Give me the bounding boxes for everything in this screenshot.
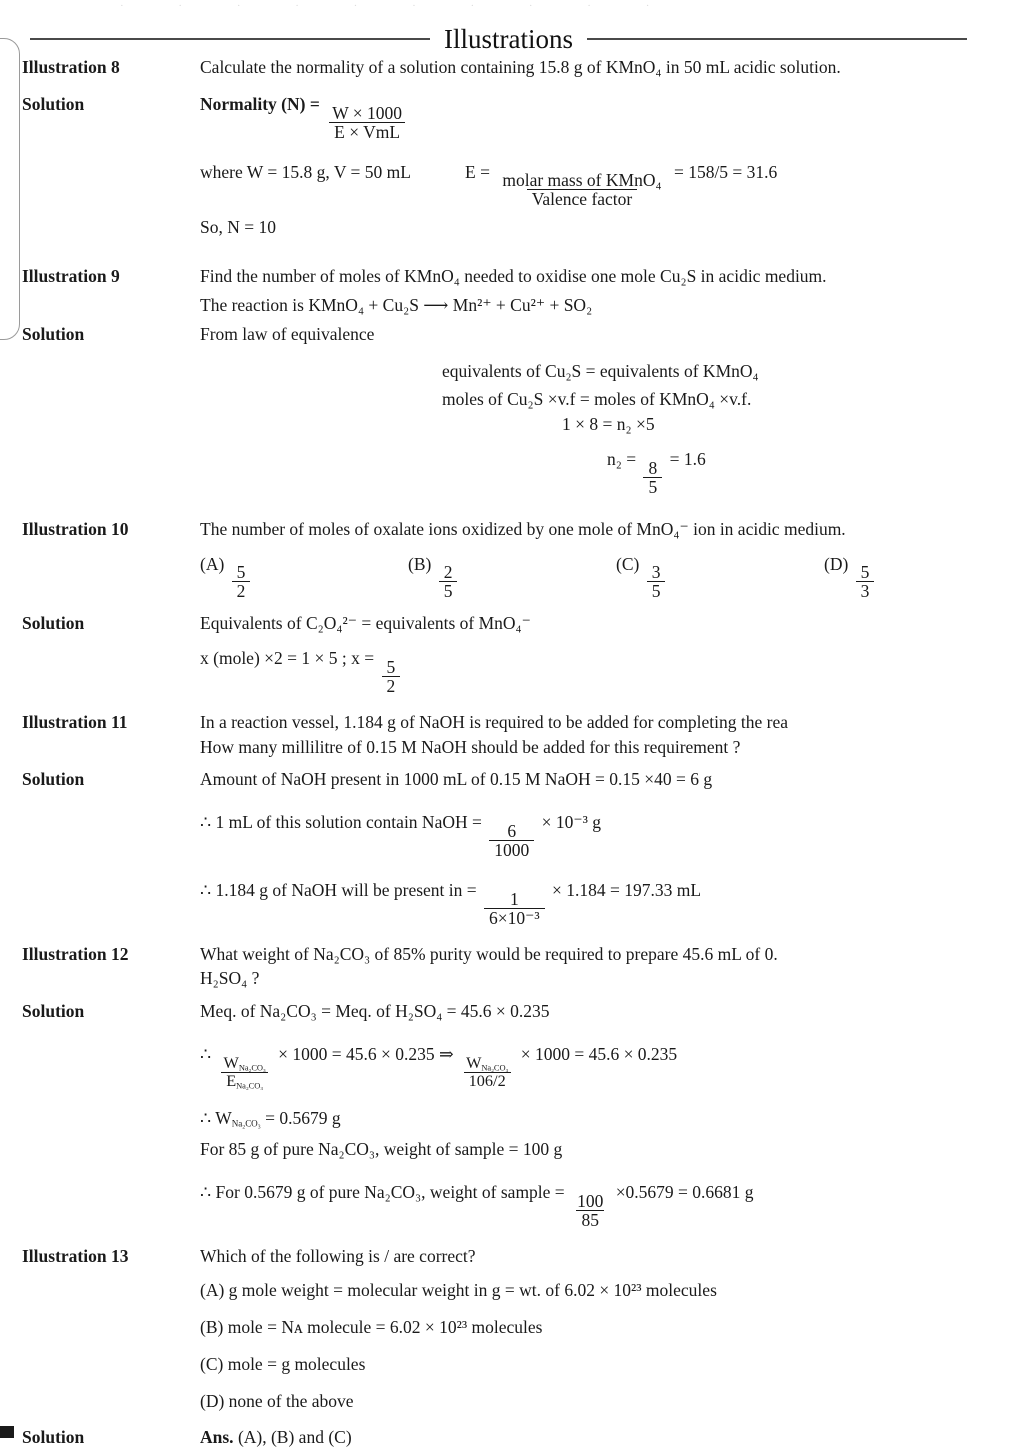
eq12-tail: × 1000 = 45.6 × 0.235 bbox=[520, 1043, 678, 1064]
option-b-denominator: 5 bbox=[439, 581, 458, 600]
illustration-11-question-row bbox=[22, 711, 1024, 734]
normality-numerator: W × 1000 bbox=[332, 102, 403, 123]
one-ml-lhs: ∴ 1 mL of this solution contain NaOH = bbox=[200, 812, 482, 833]
illustration-12-label: Illustration 12 bbox=[22, 943, 129, 964]
option-c-denominator: 5 bbox=[647, 581, 666, 600]
mcq-options bbox=[200, 553, 1024, 601]
illustration-9-equation-3: 1 × 8 = n₂ ×5 bbox=[562, 414, 655, 435]
option-a-tag: (A) bbox=[200, 553, 225, 574]
illustration-9-question-row bbox=[22, 265, 1024, 288]
header-rule-right bbox=[587, 38, 967, 40]
illustration-13-option-a-row bbox=[22, 1279, 1024, 1302]
E-symbol: E bbox=[226, 1072, 237, 1091]
sample-weight-lhs: ∴ For 0.5679 g of pure Na₂CO₃, weight of sample = bbox=[200, 1181, 565, 1202]
option-d-fraction bbox=[856, 563, 875, 600]
W2-subscript: Na₂CO₃ bbox=[481, 1062, 509, 1073]
illustration-12-solution-line3 bbox=[200, 1107, 1024, 1131]
illustration-10-question: The number of moles of oxalate ions oxidized by one mole of MnO₄⁻ ion in acidic medium. bbox=[200, 518, 846, 539]
illustration-13-question-row bbox=[22, 1245, 1024, 1268]
illustration-12-solution-row5 bbox=[22, 1181, 1024, 1229]
W-symbol: W bbox=[223, 1054, 239, 1073]
W-over-E-fraction bbox=[219, 1055, 271, 1091]
one-over-6e-3-fraction bbox=[484, 890, 545, 927]
option-c[interactable] bbox=[616, 553, 824, 601]
option-a[interactable] bbox=[200, 553, 408, 601]
illustration-10-solution-line1: Equivalents of C₂O₄²⁻ = equivalents of MnO₄⁻ bbox=[200, 613, 531, 634]
illustration-13-solution-label: Solution bbox=[22, 1427, 85, 1448]
W-subscript: Na₂CO₃ bbox=[238, 1062, 266, 1073]
eq12-middle: × 1000 = 45.6 × 0.235 ⇒ bbox=[278, 1043, 454, 1064]
illustration-9-solution-label: Solution bbox=[22, 323, 85, 344]
six-over-1000-numerator: 6 bbox=[507, 820, 517, 841]
illustration-13-option-b-row bbox=[22, 1316, 1024, 1339]
one-over-6e-3-denominator: 6×10⁻³ bbox=[484, 908, 545, 927]
option-b-numerator: 2 bbox=[443, 562, 453, 583]
illustration-9-label: Illustration 9 bbox=[22, 266, 120, 287]
106-2-denominator: 106/2 bbox=[464, 1072, 511, 1090]
illustration-12-question-line2: H₂SO₄ ? bbox=[200, 968, 260, 989]
illustration-10-question-row bbox=[22, 518, 1024, 541]
illustration-13-option-b[interactable]: (B) mole = Nᴀ molecule = 6.02 × 10²³ molecules bbox=[200, 1317, 543, 1338]
equivalent-weight-label: E = bbox=[465, 161, 490, 182]
illustration-12-solution-line5 bbox=[200, 1181, 1024, 1229]
illustration-13-option-c[interactable]: (C) mole = g molecules bbox=[200, 1353, 366, 1374]
n2-fraction bbox=[643, 459, 662, 496]
one-over-6e-3-numerator: 1 bbox=[509, 888, 519, 909]
illustration-9-question: Find the number of moles of KMnO₄ needed to oxidise one mole Cu₂S in acidic medium. bbox=[200, 266, 827, 287]
therefore-symbol-1: ∴ bbox=[200, 1043, 212, 1064]
illustration-13-question: Which of the following is / are correct? bbox=[200, 1245, 476, 1266]
W2-numerator bbox=[461, 1055, 513, 1072]
illustration-12-solution-line1: Meq. of Na₂CO₃ = Meq. of H₂SO₄ = 45.6 × 0.235 bbox=[200, 1001, 550, 1022]
option-b-fraction bbox=[439, 563, 458, 600]
page-title: Illustrations bbox=[444, 23, 573, 54]
naoh-present-lhs: ∴ 1.184 g of NaOH will be present in = bbox=[200, 879, 477, 900]
E-denominator bbox=[221, 1072, 268, 1090]
W2-symbol: W bbox=[466, 1054, 482, 1073]
equivalent-weight-result: = 158/5 = 31.6 bbox=[673, 161, 778, 182]
100-over-85-fraction bbox=[572, 1192, 608, 1229]
W-na2co3-value: = 0.5679 g bbox=[265, 1107, 341, 1128]
illustration-9-reaction-row bbox=[22, 294, 1024, 317]
one-ml-rhs: × 10⁻³ g bbox=[541, 812, 601, 833]
illustration-13-label: Illustration 13 bbox=[22, 1245, 129, 1266]
illustration-10-solution-line2 bbox=[200, 647, 1024, 695]
illustration-9-solution-intro: From law of equivalence bbox=[200, 323, 375, 344]
option-c-numerator: 3 bbox=[651, 562, 661, 583]
illustration-13-option-d-row bbox=[22, 1390, 1024, 1413]
illustration-8-question-row bbox=[22, 56, 1024, 79]
illustration-8-solution-row bbox=[22, 93, 1024, 141]
answer-value: (A), (B) and (C) bbox=[233, 1427, 352, 1448]
illustration-13-option-d[interactable]: (D) none of the above bbox=[200, 1390, 354, 1411]
n2-denominator: 5 bbox=[643, 477, 662, 496]
illustration-8-final: So, N = 10 bbox=[200, 217, 276, 238]
option-d[interactable] bbox=[824, 553, 1024, 601]
x-result-numerator: 5 bbox=[386, 656, 396, 677]
illustration-13-option-a[interactable]: (A) g mole weight = molecular weight in g = wt. of 6.02 × 10²³ molecules bbox=[200, 1280, 717, 1301]
left-margin-frame bbox=[0, 38, 20, 340]
illustration-8-final-row bbox=[22, 216, 1024, 239]
option-c-tag: (C) bbox=[616, 553, 640, 574]
option-d-tag: (D) bbox=[824, 553, 849, 574]
option-b[interactable] bbox=[408, 553, 616, 601]
top-crop-artifact: · · · · · · · · · · bbox=[120, 0, 676, 12]
illustration-11-solution-line1: Amount of NaOH present in 1000 mL of 0.15 M NaOH = 0.15 ×40 = 6 g bbox=[200, 769, 713, 790]
illustration-11-solution-line3 bbox=[200, 879, 1024, 927]
option-a-fraction bbox=[232, 563, 251, 600]
illustration-12-solution-line2 bbox=[200, 1043, 1024, 1091]
illustration-11-solution-label: Solution bbox=[22, 769, 85, 790]
illustration-10-solution-label: Solution bbox=[22, 613, 85, 634]
illustration-13-option-c-row bbox=[22, 1353, 1024, 1376]
W-numerator bbox=[219, 1055, 271, 1072]
illustration-8-solution-label: Solution bbox=[22, 93, 85, 114]
x-result-fraction bbox=[382, 658, 401, 695]
illustration-12-solution-label: Solution bbox=[22, 1001, 85, 1022]
naoh-present-rhs: × 1.184 = 197.33 mL bbox=[552, 879, 702, 900]
illustration-10-solution-row2 bbox=[22, 647, 1024, 695]
equivalent-weight-fraction bbox=[497, 171, 666, 208]
option-a-denominator: 2 bbox=[232, 581, 251, 600]
illustration-12-solution-row3 bbox=[22, 1107, 1024, 1131]
illustration-12-question-row2 bbox=[22, 967, 1024, 990]
n2-numerator: 8 bbox=[648, 457, 658, 478]
illustration-8-normality-formula bbox=[200, 93, 1024, 141]
equivalent-weight-denominator: Valence factor bbox=[527, 189, 638, 208]
n2-label: n₂ = bbox=[607, 449, 637, 470]
option-a-numerator: 5 bbox=[236, 562, 246, 583]
illustration-9-equation-1: equivalents of Cu₂S = equivalents of KMnO₄ bbox=[442, 361, 759, 382]
illustration-11-solution-row3 bbox=[22, 879, 1024, 927]
normality-label: Normality (N) = bbox=[200, 93, 320, 114]
six-over-1000-fraction bbox=[489, 822, 534, 859]
illustration-11-solution-row2 bbox=[22, 811, 1024, 859]
illustration-8-where-line bbox=[200, 161, 1024, 209]
answer-label: Ans. bbox=[200, 1427, 234, 1448]
equivalent-weight-numerator: molar mass of KMnO₄ bbox=[502, 170, 662, 191]
six-over-1000-denominator: 1000 bbox=[489, 840, 534, 859]
x-mole-expression: x (mole) ×2 = 1 × 5 ; x = bbox=[200, 648, 375, 669]
x-result-denominator: 2 bbox=[382, 676, 401, 695]
illustration-12-question-row bbox=[22, 943, 1024, 966]
illustration-11-question-row2 bbox=[22, 736, 1024, 759]
illustration-12-solution-row4 bbox=[22, 1138, 1024, 1161]
illustration-11-question-line1: In a reaction vessel, 1.184 g of NaOH is required to be added for completing the rea bbox=[200, 711, 788, 732]
illustration-9-equation-2: moles of Cu₂S ×v.f = moles of KMnO₄ ×v.f. bbox=[442, 388, 752, 409]
option-d-denominator: 3 bbox=[856, 581, 875, 600]
illustration-12-solution-row bbox=[22, 1000, 1024, 1023]
bottom-left-marker bbox=[0, 1426, 14, 1438]
illustration-11-question-line2: How many millilitre of 0.15 M NaOH should be added for this requirement ? bbox=[200, 736, 741, 757]
option-b-tag: (B) bbox=[408, 553, 432, 574]
sample-weight-rhs: ×0.5679 = 0.6681 g bbox=[615, 1181, 754, 1202]
illustration-12-question-line1: What weight of Na₂CO₃ of 85% purity would be required to prepare 45.6 mL of 0. bbox=[200, 943, 778, 964]
W-na2co3-symbol: W bbox=[215, 1107, 232, 1128]
normality-fraction bbox=[327, 104, 407, 141]
illustration-8-label: Illustration 8 bbox=[22, 57, 120, 77]
n2-result: = 1.6 bbox=[669, 449, 706, 470]
document-content bbox=[22, 56, 1024, 1449]
illustration-11-label: Illustration 11 bbox=[22, 711, 128, 732]
section-header bbox=[30, 22, 1024, 56]
illustration-8-where-row bbox=[22, 161, 1024, 209]
illustration-10-solution-row bbox=[22, 612, 1024, 635]
100-numerator: 100 bbox=[577, 1190, 604, 1211]
illustration-10-options-row bbox=[22, 553, 1024, 601]
option-c-fraction bbox=[647, 563, 666, 600]
illustration-9-equation-4 bbox=[22, 449, 1024, 496]
option-d-numerator: 5 bbox=[860, 562, 870, 583]
illustration-12-solution-row2 bbox=[22, 1043, 1024, 1091]
illustration-11-solution-line2 bbox=[200, 811, 1024, 859]
normality-denominator: E × VmL bbox=[329, 122, 405, 141]
illustration-8-question: Calculate the normality of a solution containing 15.8 g of KMnO₄ in 50 mL acidic solution. bbox=[200, 57, 841, 77]
therefore-symbol-2: ∴ bbox=[200, 1107, 212, 1128]
W-na2co3-subscript: Na₂CO₃ bbox=[231, 1118, 261, 1129]
illustration-12-solution-line4: For 85 g of pure Na₂CO₃, weight of sample = 100 g bbox=[200, 1139, 563, 1160]
where-values: where W = 15.8 g, V = 50 mL bbox=[200, 161, 411, 182]
E-subscript: Na₂CO₃ bbox=[236, 1080, 264, 1091]
W-over-106-2-fraction bbox=[461, 1055, 513, 1090]
illustration-11-solution-row bbox=[22, 768, 1024, 791]
illustration-9-solution-row bbox=[22, 323, 1024, 346]
illustration-9-reaction: The reaction is KMnO₄ + Cu₂S ⟶ Mn²⁺ + Cu²⁺ + SO₂ bbox=[200, 294, 593, 315]
illustration-10-label: Illustration 10 bbox=[22, 518, 129, 539]
85-denominator: 85 bbox=[576, 1210, 604, 1229]
header-rule-left bbox=[30, 38, 430, 40]
